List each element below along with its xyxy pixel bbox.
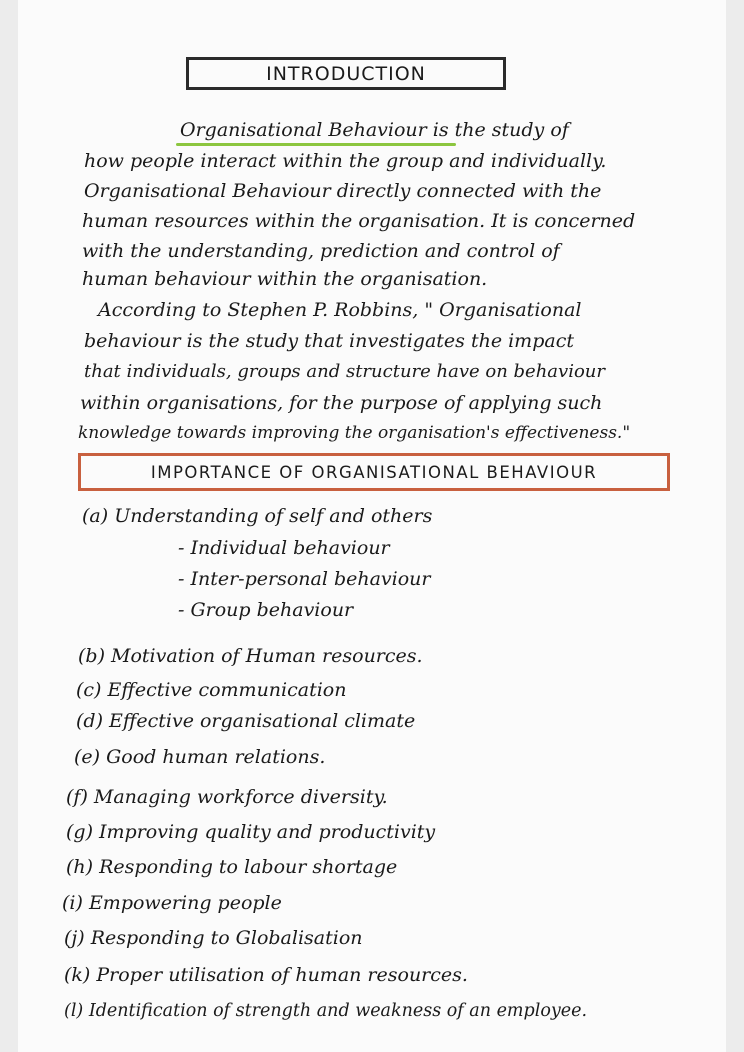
item-c: (c) Effective communication	[76, 679, 347, 701]
item-f: (f) Managing workforce diversity.	[66, 786, 388, 808]
importance-heading-box	[78, 453, 670, 491]
definition-line-2: behaviour is the study that investigates the impact	[84, 330, 574, 352]
definition-line-4: within organisations, for the purpose of applying such	[80, 392, 603, 414]
title-box	[186, 57, 506, 90]
intro-line-2: how people interact within the group and individually.	[84, 150, 607, 172]
importance-heading: IMPORTANCE OF ORGANISATIONAL BEHAVIOUR	[150, 462, 598, 482]
item-j: (j) Responding to Globalisation	[64, 927, 363, 949]
subitem-individual: - Individual behaviour	[178, 537, 390, 559]
item-d: (d) Effective organisational climate	[76, 710, 416, 732]
item-e: (e) Good human relations.	[74, 746, 326, 768]
item-k: (k) Proper utilisation of human resources.	[64, 964, 468, 986]
subitem-interpersonal: - Inter-personal behaviour	[178, 568, 431, 590]
intro-line-4: human resources within the organisation. It is concerned	[82, 210, 636, 232]
item-l: (l) Identification of strength and weakness of an employee.	[64, 1001, 588, 1021]
definition-line-1: According to Stephen P. Robbins, " Organisational	[98, 299, 582, 321]
item-h: (h) Responding to labour shortage	[66, 856, 398, 878]
definition-line-3: that individuals, groups and structure have on behaviour	[84, 361, 605, 382]
definition-line-5: knowledge towards improving the organisation's effectiveness."	[78, 423, 631, 443]
item-g: (g) Improving quality and productivity	[66, 821, 436, 843]
intro-line-5: with the understanding, prediction and control of	[82, 240, 560, 262]
item-b: (b) Motivation of Human resources.	[78, 645, 423, 667]
intro-line-6: human behaviour within the organisation.	[82, 268, 488, 290]
page-title: INTRODUCTION	[266, 62, 426, 85]
item-a: (a) Understanding of self and others	[82, 505, 433, 527]
intro-line-3: Organisational Behaviour directly connected with the	[84, 180, 602, 202]
intro-line-1: Organisational Behaviour is the study of	[180, 119, 569, 141]
item-i: (i) Empowering people	[62, 892, 282, 914]
subitem-group: - Group behaviour	[178, 599, 354, 621]
